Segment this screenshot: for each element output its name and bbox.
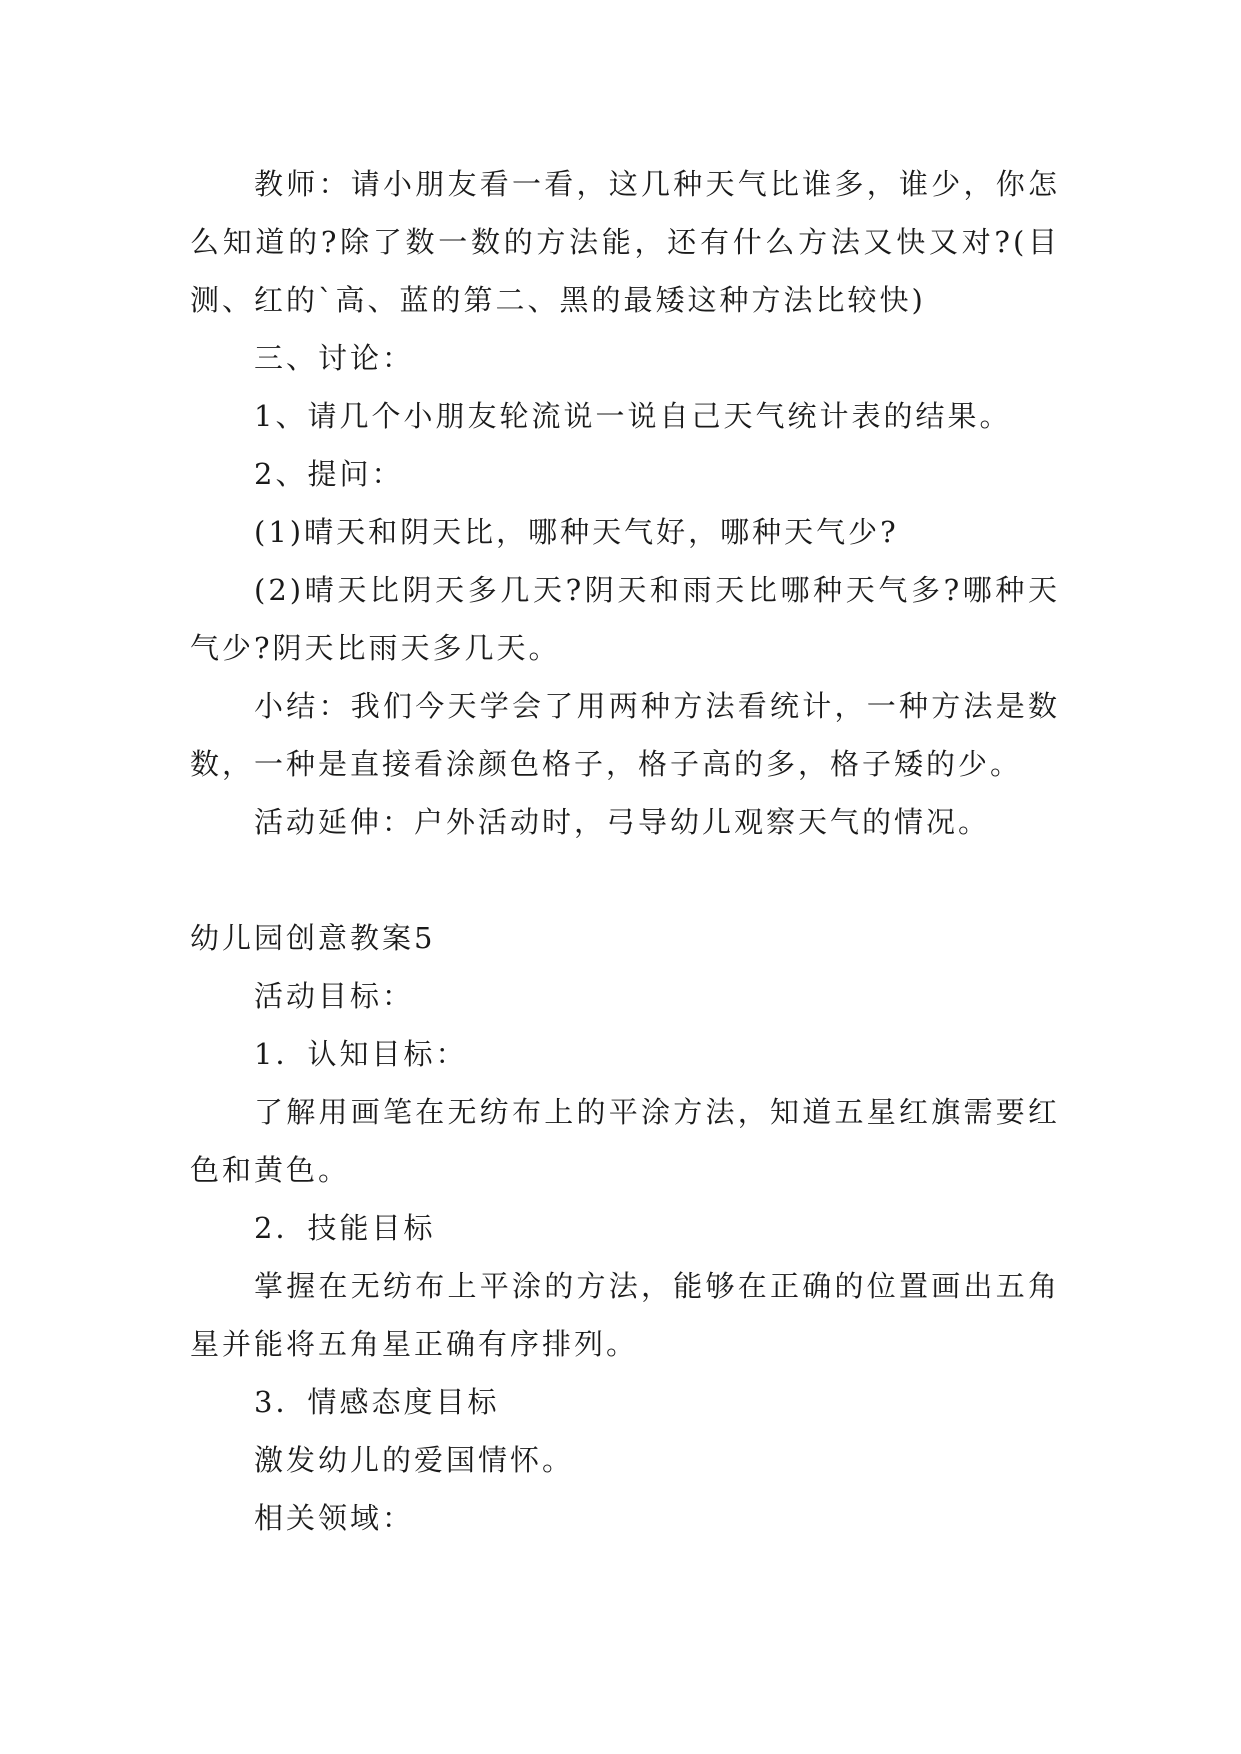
- section-gap: [190, 851, 1060, 909]
- goals-heading: 活动目标：: [254, 979, 415, 1013]
- summary-paragraph: 小结：我们今天学会了用两种方法看统计，一种方法是数数，一种是直接看涂颜色格子，格子高的多，格子矮的少。: [190, 689, 1060, 781]
- goal-2-text: 掌握在无纺布上平涂的方法，能够在正确的位置画出五角星并能将五角星正确有序排列。: [190, 1269, 1060, 1361]
- document-page: [190, 155, 1060, 1547]
- goal-3-text: 激发幼儿的爱国情怀。: [254, 1443, 575, 1477]
- question-2: (2)晴天比阴天多几天?阴天和雨天比哪种天气多?哪种天气少?阴天比雨天多几天。: [190, 573, 1060, 665]
- discussion-item-1: 1、请几个小朋友轮流说一说自己天气统计表的结果。: [254, 399, 1012, 433]
- activity-extension: 活动延伸：户外活动时，弓导幼儿观察天气的情况。: [254, 805, 991, 839]
- question-1: (1)晴天和阴天比，哪种天气好，哪种天气少?: [254, 515, 899, 549]
- discussion-item-2: 2、提问：: [254, 457, 404, 491]
- discussion-heading: 三、讨论：: [254, 341, 415, 375]
- goal-1-text: 了解用画笔在无纺布上的平涂方法，知道五星红旗需要红色和黄色。: [190, 1095, 1060, 1187]
- related-fields-heading: 相关领域：: [254, 1501, 415, 1535]
- teacher-question-paragraph: 教师：请小朋友看一看，这几种天气比谁多，谁少，你怎么知道的?除了数一数的方法能，还有什么方法又快又对?(目测、红的`高、蓝的第二、黑的最矮这种方法比较快): [190, 167, 1060, 317]
- lesson-title: 幼儿园创意教案5: [190, 921, 436, 955]
- goal-2-heading: 2．技能目标: [254, 1211, 436, 1245]
- goal-1-heading: 1．认知目标：: [254, 1037, 468, 1071]
- goal-3-heading: 3．情感态度目标: [254, 1385, 500, 1419]
